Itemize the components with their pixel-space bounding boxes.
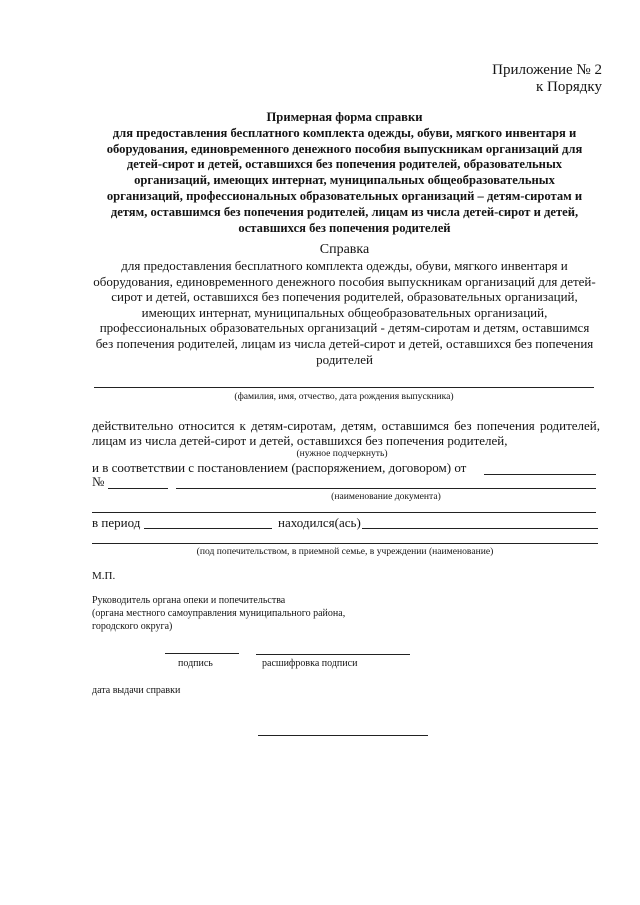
issue-date-field-line[interactable]	[258, 735, 428, 736]
name-field-line[interactable]	[94, 387, 594, 388]
issue-date-label: дата выдачи справки	[92, 685, 181, 696]
form-title-line: для предоставления бесплатного комплекта одежды, обуви, мягкого инвентаря и	[112, 125, 577, 140]
signature-field-line[interactable]	[165, 653, 239, 654]
form-title-heading: Примерная форма справки	[266, 110, 423, 124]
form-title-line: оборудования, единовременного денежного пособия выпускникам организаций для	[106, 141, 583, 156]
located-text: находился(ась)	[278, 515, 361, 530]
decoding-field-line[interactable]	[256, 654, 410, 655]
form-title-line: организаций, имеющих интернат, муниципальных общеобразовательных	[134, 173, 555, 188]
number-sign: №	[92, 474, 105, 489]
certificate-line: родителей	[316, 351, 373, 367]
accordance-text: и в соответствии с постановлением (распоряжением, договором) от	[92, 460, 467, 475]
appendix-reference: к Порядку	[536, 79, 602, 95]
number-field-line[interactable]	[108, 488, 168, 489]
name-field-caption: (фамилия, имя, отчество, дата рождения выпускника)	[234, 391, 454, 402]
certificate-title: Справка	[319, 242, 370, 257]
document-field-line[interactable]	[176, 488, 596, 489]
stamp-place: М.П.	[92, 570, 116, 582]
relates-line: лицам из числа детей-сирот и детей, оставшихся без попечения родителей,	[92, 433, 508, 448]
decoding-caption: расшифровка подписи	[262, 658, 358, 669]
head-line: Руководитель органа опеки и попечительства	[92, 595, 286, 606]
document-caption: (наименование документа)	[331, 491, 441, 502]
appendix-header	[492, 62, 602, 96]
certificate-line: имеющих интернат, муниципальных общеобразовательных организаций,	[141, 304, 548, 320]
head-of-authority	[92, 594, 345, 633]
placement-field-line[interactable]	[362, 528, 598, 529]
certificate-line: для предоставления бесплатного комплекта одежды, обуви, мягкого инвентаря и	[121, 258, 568, 273]
placement-continuation-line[interactable]	[92, 543, 598, 544]
certificate-line: оборудования, единовременного денежного пособия выпускникам организаций для детей-	[93, 273, 596, 289]
date-field-line[interactable]	[484, 474, 596, 475]
form-title-line: оставшихся без попечения родителей	[238, 220, 451, 235]
underline-caption: (нужное подчеркнуть)	[296, 448, 388, 459]
certificate-purpose	[92, 258, 597, 367]
certificate-line: сирот и детей, оставшихся без попечения родителей, образовательных организаций,	[111, 289, 578, 305]
head-line: городского округа)	[92, 621, 173, 632]
appendix-number: Приложение № 2	[492, 62, 602, 78]
period-field-line[interactable]	[144, 528, 272, 529]
head-line: (органа местного самоуправления муниципального района,	[92, 608, 346, 619]
certificate-line: без попечения родителей, лицам из числа детей-сирот и детей, оставшихся без попечения	[95, 335, 594, 351]
form-title	[92, 110, 597, 236]
form-title-line: детям, оставшимся без попечения родителей, лицам из числа детей-сирот и детей,	[110, 204, 579, 219]
form-title-line: организаций, профессиональных образовательных организаций – детям-сиротам и	[106, 188, 583, 203]
placement-caption: (под попечительством, в приемной семье, в учреждении (наименование)	[196, 546, 494, 557]
signature-caption: подпись	[178, 658, 213, 669]
certificate-line: профессиональных образовательных организаций - детям-сиротам и детям, оставшимся	[99, 320, 590, 336]
blank-line[interactable]	[92, 512, 596, 513]
period-text: в период	[92, 515, 141, 530]
relates-line: действительно относится к детям-сиротам, детям, оставшимся без попечения родителей,	[92, 418, 600, 433]
form-title-line: детей-сирот и детей, оставшихся без попечения родителей, образовательных	[126, 157, 563, 172]
